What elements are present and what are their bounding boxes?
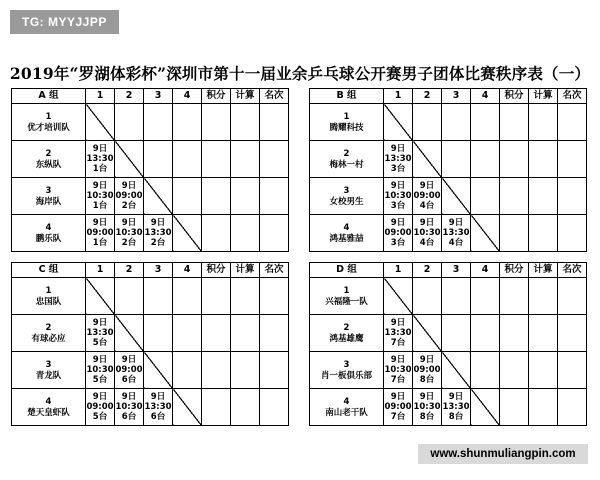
empty-cell: [260, 352, 289, 389]
match-cell: [384, 141, 413, 178]
column-header: 2: [115, 89, 144, 104]
team-cell: [310, 315, 384, 352]
match-info: 3台: [390, 164, 406, 174]
column-header: 名次: [260, 263, 289, 278]
empty-cell: [558, 178, 587, 215]
table-row: [12, 178, 289, 215]
empty-cell: [115, 278, 144, 315]
match-info: 6台: [121, 412, 137, 422]
empty-cell: [231, 215, 260, 252]
match-info: 09:00: [86, 402, 114, 412]
diagonal-cell: [144, 352, 173, 389]
group-a-table: [11, 88, 289, 252]
team-number: 1: [343, 285, 350, 296]
table-row: [310, 315, 587, 352]
empty-cell: [173, 352, 202, 389]
team-name: 肖一板俱乐部: [320, 370, 372, 381]
team-cell: [310, 178, 384, 215]
column-header: 计算: [529, 263, 558, 278]
table-row: [310, 141, 587, 178]
page-title: 2019年“罗湖体彩杯”深圳市第十一届业余乒乓球公开赛男子团体比赛秩序表（一）: [9, 64, 591, 83]
match-cell: [115, 389, 144, 426]
empty-cell: [529, 315, 558, 352]
column-header: 4: [471, 263, 500, 278]
empty-cell: [471, 352, 500, 389]
team-cell: [310, 104, 384, 141]
empty-cell: [231, 352, 260, 389]
team-name: 海岸队: [35, 196, 62, 207]
match-cell: [115, 352, 144, 389]
match-info: 3台: [390, 238, 406, 248]
column-header: 3: [144, 89, 173, 104]
match-info: 1台: [92, 164, 108, 174]
empty-cell: [529, 278, 558, 315]
team-name: 南山老干队: [325, 407, 368, 418]
team-cell: [12, 104, 86, 141]
match-info: 9日: [390, 392, 406, 402]
empty-cell: [173, 315, 202, 352]
empty-cell: [231, 141, 260, 178]
team-name: 女校男生: [329, 196, 364, 207]
group-b-label: B 组: [310, 89, 384, 104]
empty-cell: [529, 178, 558, 215]
match-info: 10:30: [86, 365, 114, 375]
match-info: 4台: [448, 238, 464, 248]
team-number: 3: [45, 359, 52, 370]
empty-cell: [529, 104, 558, 141]
empty-cell: [260, 178, 289, 215]
group-a-label: A 组: [12, 89, 86, 104]
diagonal-cell: [86, 278, 115, 315]
team-number: 3: [343, 185, 350, 196]
team-name: 楚天皇虾队: [27, 407, 70, 418]
table-row: [310, 215, 587, 252]
team-number: 4: [45, 396, 52, 407]
match-info: 09:00: [115, 365, 143, 375]
match-info: 5台: [92, 338, 108, 348]
empty-cell: [558, 141, 587, 178]
column-header: 3: [442, 263, 471, 278]
table-row: [12, 278, 289, 315]
table-row: [310, 104, 587, 141]
team-cell: [12, 315, 86, 352]
match-info: 09:00: [86, 228, 114, 238]
column-header: 3: [442, 89, 471, 104]
empty-cell: [231, 178, 260, 215]
match-cell: [144, 389, 173, 426]
diagonal-cell: [115, 141, 144, 178]
column-header: 2: [115, 263, 144, 278]
match-cell: [413, 352, 442, 389]
match-cell: [413, 178, 442, 215]
team-number: 1: [343, 111, 350, 122]
team-cell: [12, 215, 86, 252]
empty-cell: [260, 315, 289, 352]
column-header: 4: [471, 89, 500, 104]
match-info: 9日: [121, 181, 137, 191]
match-cell: [86, 389, 115, 426]
empty-cell: [144, 104, 173, 141]
team-cell: [12, 352, 86, 389]
match-cell: [384, 389, 413, 426]
empty-cell: [558, 315, 587, 352]
empty-cell: [442, 104, 471, 141]
team-name: 鸿基雅喆: [329, 233, 364, 244]
match-cell: [115, 178, 144, 215]
diagonal-cell: [471, 215, 500, 252]
group-b-table: [309, 88, 587, 252]
team-name: 兴福隆一队: [325, 296, 368, 307]
empty-cell: [500, 104, 529, 141]
empty-cell: [202, 215, 231, 252]
match-info: 9日: [419, 218, 435, 228]
match-info: 9日: [419, 392, 435, 402]
diagonal-cell: [442, 178, 471, 215]
match-cell: [442, 215, 471, 252]
match-info: 9日: [92, 181, 108, 191]
match-info: 4台: [419, 238, 435, 248]
team-name: 鸿基雄鹰: [329, 333, 364, 344]
team-number: 4: [343, 222, 350, 233]
match-info: 09:00: [413, 365, 441, 375]
match-info: 10:30: [413, 402, 441, 412]
match-info: 1台: [92, 201, 108, 211]
match-info: 9日: [390, 355, 406, 365]
match-info: 09:00: [115, 191, 143, 201]
watermark-bottom: www.shunmuliangpin.com: [418, 444, 588, 464]
empty-cell: [558, 278, 587, 315]
empty-cell: [260, 104, 289, 141]
match-info: 9日: [448, 392, 464, 402]
column-header: 积分: [202, 89, 231, 104]
match-info: 9日: [92, 218, 108, 228]
table-row: [12, 215, 289, 252]
match-info: 2台: [121, 201, 137, 211]
match-info: 7台: [390, 412, 406, 422]
match-info: 09:00: [384, 228, 412, 238]
empty-cell: [231, 104, 260, 141]
team-number: 4: [343, 396, 350, 407]
match-cell: [413, 389, 442, 426]
empty-cell: [260, 141, 289, 178]
column-header: 积分: [500, 89, 529, 104]
match-cell: [384, 352, 413, 389]
team-number: 2: [45, 322, 52, 333]
match-info: 7台: [390, 375, 406, 385]
team-name: 腾耀科技: [329, 122, 364, 133]
match-info: 8台: [419, 375, 435, 385]
team-cell: [12, 141, 86, 178]
match-info: 13:30: [384, 328, 412, 338]
column-header: 积分: [500, 263, 529, 278]
column-header: 4: [173, 263, 202, 278]
empty-cell: [202, 352, 231, 389]
diagonal-cell: [173, 389, 202, 426]
column-header: 1: [384, 89, 413, 104]
column-header: 3: [144, 263, 173, 278]
empty-cell: [413, 278, 442, 315]
diagonal-cell: [442, 352, 471, 389]
empty-cell: [144, 315, 173, 352]
match-cell: [115, 215, 144, 252]
match-info: 9日: [448, 218, 464, 228]
empty-cell: [231, 315, 260, 352]
match-info: 7台: [390, 338, 406, 348]
watermark-top: TG: MYYJJPP: [10, 10, 119, 34]
empty-cell: [529, 352, 558, 389]
column-header: 2: [413, 89, 442, 104]
table-row: [12, 104, 289, 141]
column-header: 计算: [231, 263, 260, 278]
empty-cell: [500, 141, 529, 178]
match-info: 13:30: [86, 154, 114, 164]
group-d-table: [309, 262, 587, 426]
empty-cell: [442, 315, 471, 352]
match-info: 5台: [92, 375, 108, 385]
match-info: 2台: [121, 238, 137, 248]
match-info: 9日: [121, 392, 137, 402]
diagonal-cell: [115, 315, 144, 352]
match-info: 9日: [390, 181, 406, 191]
match-cell: [86, 315, 115, 352]
table-row: [310, 278, 587, 315]
team-name: 梅林一村: [329, 159, 364, 170]
team-number: 1: [45, 111, 52, 122]
match-info: 13:30: [442, 402, 470, 412]
team-cell: [310, 215, 384, 252]
match-info: 8台: [448, 412, 464, 422]
empty-cell: [144, 278, 173, 315]
empty-cell: [500, 215, 529, 252]
match-info: 9日: [121, 218, 137, 228]
diagonal-cell: [384, 278, 413, 315]
empty-cell: [115, 104, 144, 141]
match-info: 3台: [390, 201, 406, 211]
team-number: 1: [45, 285, 52, 296]
table-row: [310, 352, 587, 389]
match-info: 13:30: [144, 228, 172, 238]
column-header: 4: [173, 89, 202, 104]
diagonal-cell: [144, 178, 173, 215]
match-info: 10:30: [115, 402, 143, 412]
column-header: 2: [413, 263, 442, 278]
match-info: 13:30: [442, 228, 470, 238]
team-cell: [12, 389, 86, 426]
empty-cell: [173, 278, 202, 315]
diagonal-cell: [471, 389, 500, 426]
empty-cell: [500, 315, 529, 352]
team-number: 3: [343, 359, 350, 370]
match-info: 9日: [150, 218, 166, 228]
empty-cell: [558, 389, 587, 426]
empty-cell: [500, 278, 529, 315]
team-cell: [310, 352, 384, 389]
table-row: [12, 141, 289, 178]
column-header: 1: [384, 263, 413, 278]
match-info: 10:30: [413, 228, 441, 238]
empty-cell: [144, 141, 173, 178]
match-info: 9日: [150, 392, 166, 402]
team-cell: [12, 178, 86, 215]
empty-cell: [173, 104, 202, 141]
match-info: 9日: [390, 218, 406, 228]
match-info: 10:30: [86, 191, 114, 201]
column-header: 1: [86, 89, 115, 104]
match-info: 9日: [92, 144, 108, 154]
team-name: 鹏乐队: [35, 233, 62, 244]
match-cell: [384, 178, 413, 215]
match-info: 13:30: [384, 154, 412, 164]
table-row: [310, 389, 587, 426]
team-cell: [310, 389, 384, 426]
table-row: [12, 389, 289, 426]
empty-cell: [471, 141, 500, 178]
diagonal-cell: [384, 104, 413, 141]
match-info: 9日: [419, 181, 435, 191]
match-info: 9日: [92, 355, 108, 365]
match-cell: [86, 352, 115, 389]
match-cell: [86, 141, 115, 178]
empty-cell: [202, 141, 231, 178]
match-cell: [144, 215, 173, 252]
empty-cell: [500, 352, 529, 389]
column-header: 名次: [558, 263, 587, 278]
group-c-label: C 组: [12, 263, 86, 278]
empty-cell: [202, 278, 231, 315]
match-info: 9日: [419, 355, 435, 365]
team-number: 3: [45, 185, 52, 196]
match-info: 9日: [92, 318, 108, 328]
match-info: 9日: [390, 144, 406, 154]
column-header: 计算: [231, 89, 260, 104]
empty-cell: [529, 215, 558, 252]
match-info: 10:30: [384, 365, 412, 375]
match-info: 13:30: [86, 328, 114, 338]
empty-cell: [173, 141, 202, 178]
empty-cell: [202, 178, 231, 215]
match-info: 6台: [121, 375, 137, 385]
empty-cell: [500, 389, 529, 426]
team-name: 有球必应: [31, 333, 66, 344]
group-d-label: D 组: [310, 263, 384, 278]
match-cell: [442, 389, 471, 426]
empty-cell: [202, 315, 231, 352]
empty-cell: [558, 104, 587, 141]
diagonal-cell: [173, 215, 202, 252]
match-cell: [86, 178, 115, 215]
match-info: 4台: [419, 201, 435, 211]
empty-cell: [260, 389, 289, 426]
team-number: 4: [45, 222, 52, 233]
match-info: 13:30: [144, 402, 172, 412]
empty-cell: [173, 178, 202, 215]
empty-cell: [231, 389, 260, 426]
team-name: 忠国队: [35, 296, 62, 307]
match-cell: [413, 215, 442, 252]
team-name: 优才培训队: [27, 122, 70, 133]
team-cell: [12, 278, 86, 315]
empty-cell: [442, 278, 471, 315]
empty-cell: [558, 352, 587, 389]
diagonal-cell: [86, 104, 115, 141]
match-cell: [384, 215, 413, 252]
team-number: 2: [45, 148, 52, 159]
table-row: [12, 352, 289, 389]
empty-cell: [260, 278, 289, 315]
column-header: 名次: [558, 89, 587, 104]
column-header: 名次: [260, 89, 289, 104]
empty-cell: [442, 141, 471, 178]
group-c-table: [11, 262, 289, 426]
match-info: 6台: [150, 412, 166, 422]
team-name: 东纵队: [35, 159, 62, 170]
match-cell: [86, 215, 115, 252]
team-name: 青龙队: [35, 370, 62, 381]
diagonal-cell: [413, 141, 442, 178]
match-info: 1台: [92, 238, 108, 248]
column-header: 计算: [529, 89, 558, 104]
team-number: 2: [343, 148, 350, 159]
match-info: 2台: [150, 238, 166, 248]
team-cell: [310, 278, 384, 315]
match-info: 9日: [92, 392, 108, 402]
match-info: 9日: [121, 355, 137, 365]
match-info: 10:30: [384, 191, 412, 201]
column-header: 积分: [202, 263, 231, 278]
empty-cell: [558, 215, 587, 252]
empty-cell: [471, 104, 500, 141]
empty-cell: [202, 389, 231, 426]
column-header: 1: [86, 263, 115, 278]
match-cell: [384, 315, 413, 352]
empty-cell: [529, 389, 558, 426]
empty-cell: [471, 278, 500, 315]
match-info: 8台: [419, 412, 435, 422]
empty-cell: [202, 104, 231, 141]
empty-cell: [471, 315, 500, 352]
match-info: 09:00: [384, 402, 412, 412]
team-cell: [310, 141, 384, 178]
diagonal-cell: [413, 315, 442, 352]
table-row: [12, 315, 289, 352]
empty-cell: [529, 141, 558, 178]
match-info: 10:30: [115, 228, 143, 238]
empty-cell: [260, 215, 289, 252]
match-info: 5台: [92, 412, 108, 422]
match-info: 9日: [390, 318, 406, 328]
empty-cell: [500, 178, 529, 215]
match-info: 09:00: [413, 191, 441, 201]
empty-cell: [231, 278, 260, 315]
empty-cell: [413, 104, 442, 141]
team-number: 2: [343, 322, 350, 333]
table-row: [310, 178, 587, 215]
empty-cell: [471, 178, 500, 215]
